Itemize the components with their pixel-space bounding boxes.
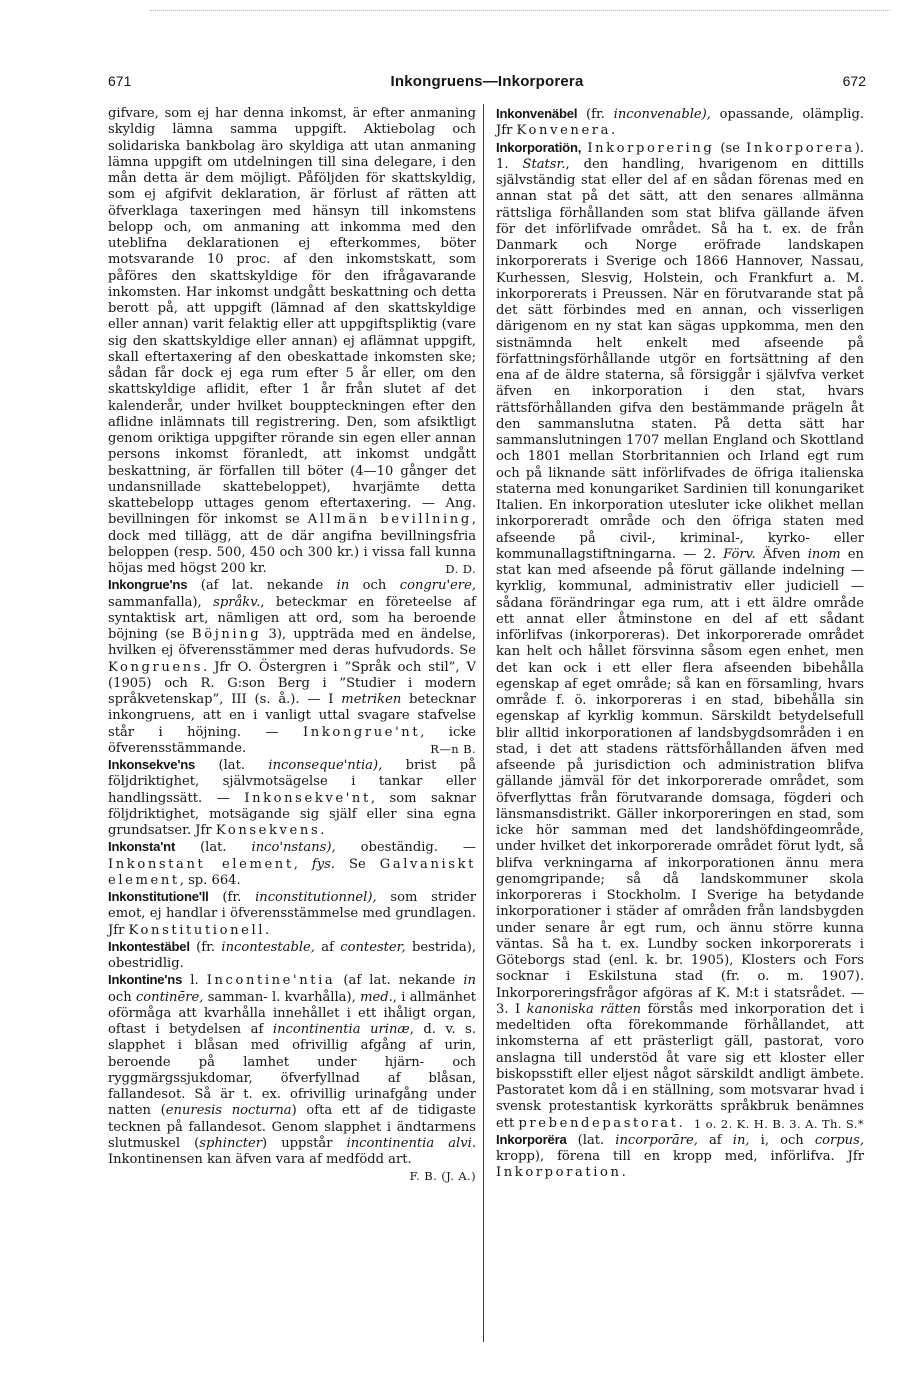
author-signature: 1 o. 2. K. H. B. 3. A. Th. S.* bbox=[693, 1116, 864, 1131]
italic-term: congru'ere, bbox=[399, 578, 476, 594]
italic-term: metriken bbox=[341, 692, 402, 707]
italic-term: in bbox=[463, 973, 476, 989]
entry-text: , som saknar följdriktighet, motsägande sig själf eller sina egna grundsatser. Jfr bbox=[108, 790, 476, 838]
entry-text: . bbox=[678, 1115, 683, 1131]
cross-reference: Kongruens bbox=[108, 659, 204, 675]
top-dotted-rule bbox=[150, 10, 890, 11]
headword: Inkontine'ns bbox=[108, 972, 183, 988]
entry-text: , sp. 664. bbox=[179, 872, 241, 888]
headword: Inkonstitutione'll bbox=[108, 889, 209, 904]
entry-text: , bbox=[293, 856, 312, 872]
author-signature: F. B. (J. A.) bbox=[409, 1169, 476, 1184]
entry-text: (lat. bbox=[175, 840, 252, 856]
column-divider bbox=[483, 104, 484, 1342]
entry-inkontestabel bbox=[108, 939, 476, 973]
entry-text: af bbox=[697, 1132, 733, 1148]
entry-text: . bbox=[611, 123, 616, 139]
entry-inkorporation bbox=[496, 140, 864, 1132]
entry-text: ) ofta ett af de tidigaste tecknen på fallandesot. Genom slapphet i ändtarmens slutmuskel ( bbox=[108, 1103, 476, 1151]
entry-inkongruens bbox=[108, 577, 476, 757]
right-column bbox=[496, 106, 864, 1182]
entry-text: ). 1. bbox=[496, 140, 864, 172]
entry-text: . Inkontinensen kan äfven vara af medfödd art. bbox=[108, 1135, 476, 1167]
headword: Inkontestäbel bbox=[108, 938, 190, 954]
left-column bbox=[108, 106, 476, 1185]
cross-reference: Böjning bbox=[191, 627, 262, 642]
entry-text: opassande, olämplig. Jfr bbox=[496, 107, 864, 139]
cross-reference: Incontine'ntia bbox=[206, 973, 336, 989]
italic-term: enuresis nocturna bbox=[165, 1103, 292, 1119]
italic-term: incontestable, bbox=[221, 939, 315, 955]
entry-text: , den handling, hvarigenom en dittills självständig stat eller del af en sådan förenas med en annan stat på det sätt, att den senares allmänna rättsliga förhållanden som stat blifva gällande äfven för det införlifvade området. Så ha t. ex. de från Danmark och Norge eröfrade landskapen inkorporerats i Sverige och 1866 Hannover, Nassau, Kurhessen, Slesvig, Holstein, och Frankfurt a. M. inkorporerats i Preussen. När en förutvarande stat på det sätt förbindes med en annan, och visserligen därigenom en ny stat kan sägas uppkomma, men den sistnämnda helt enkelt med afseende på författningsförhållande utgör en fortsättning af den ena af de äldre staterna, så försiggår i självfva verket äfven en inkorporation i den stat, hvars rättsförhållanden gifva den bestämmande prägeln åt den sammanslutna staten. På detta sätt har sammanslutningen 1707 mellan England och Skottland och 1801 mellan Storbritannien och Irland egt rum och på liknande sätt införlifvades de öfriga italienska staterna med konungariket Sardinien till konungariket Italien. En inkorporation utesluter icke olikhet mellan inkorporeradt område och den öfriga staten med afseende på civil-, kriminal-, kyrko- eller kommunallagstiftningarna. — 2. bbox=[496, 156, 864, 562]
italic-term: contester, bbox=[340, 939, 406, 955]
italic-term: in bbox=[336, 578, 350, 594]
italic-term: sphincter bbox=[199, 1135, 263, 1151]
italic-term: med. bbox=[360, 989, 393, 1005]
entry-text: en stat kan med afseende på förut gällande indelning — kyrklig, kommunal, administrativ eller judiciell — sådana förändringar ega rum, att i ett äldre område ett annat eller åtminstone en del af ett sådant införlifvas (inkorporeras). Det inkorporerade området kan helt och hållet försvinna såsom egen enhet, men det kan ock i ett eller flera afseenden bibehålla egenskap af eget område; så kan en församling, hvars område f. ö. inkorporeras i en stad, bibehålla sin egenskap af kyrklig kommun. Särskildt betydelsefull blir alltid inkorporationen af landsbygdsområden i en stad, i det att stadens rättsförhållanden äfven med afseende på jurisdiction och administration blifva gällande jämväl för det inkorporerade området, som öfverflyttas från förutvarande domsaga, fögderi och länsmansdistrikt. Gäller inkorporeringen en stad, som icke hör samman med det landshöfdingeområde, under hvilket det inkorporerade området förut lydt, så blifva verkningarna af inkorporationen ännu mera genomgripande; så då landskommuner skola inkorporeras i Stockholm. I Sverige ha betydande inkorporationer i städer af områden från landsbygden under senare år egt rum, och ännu större kunna väntas. Så ha t. ex. Lundby socken inkorporerats i Göteborgs stad (enl. k. br. 1905), Klosters och Fors socknar i Eskilstuna stad (fr. o. m. 1907). Inkorporeringsfrågor afgöras af K. M:t i statsrådet. — 3. I bbox=[496, 546, 864, 1017]
italic-term: Statsr. bbox=[522, 156, 566, 172]
entry-text: (af lat. nekande bbox=[187, 578, 337, 594]
page-number-right: 672 bbox=[842, 73, 866, 89]
entry-text: betecknar inkongruens, att en i vanligt uttal svagare stafvelse står i höjning. — bbox=[108, 692, 477, 740]
cross-reference: Konsekvens bbox=[215, 823, 321, 838]
entry-continuation bbox=[108, 106, 476, 577]
italic-term: corpus, bbox=[814, 1132, 864, 1148]
cross-reference: Konvenera bbox=[516, 123, 612, 139]
cross-reference: Konstitutionell bbox=[128, 922, 266, 938]
cross-reference: Allmän bevillning bbox=[307, 512, 472, 528]
italic-term: incontinentia urinæ bbox=[272, 1022, 410, 1037]
entry-text: (se bbox=[714, 140, 747, 156]
headword: Inkorporatiön, bbox=[496, 139, 582, 155]
entry-text: gifvare, som ej har denna inkomst, är efter anmaning skyldig lämna samma uppgift. Aktiebolag och solidariska bankbolag äro skyldiga att utan anmaning lämna uppgift om utdelningen till sina delegare, i den mån detta är dem möjligt. Påföljden för skattskyldig, som ej afgifvit deklaration, är förlust af rätten att öfverklaga taxeringen med hänsyn till inkomstens belopp och, om anmaning att inkomma med den uteblifna deklarationen ej efterkommes, böter motsvarande 10 proc. af den inkomstskatt, som påföres den skattskyldige för den ifrågavarande inkomsten. Har inkomst undgått beskattning och detta berott på, att uppgift (lämnad af den skattskyldige eller annan) varit felaktig eller att uppgiftspliktig (vare sig den skattskyldige eller annan) ej aflämnat uppgift, skall eftertaxering af den obeskattade inkomsten ske; sådan får dock ej ega rum efter 5 år eller, om den skattskyldige aflidit, efter 1 år från slutet af det kalenderår, under hvilket bouppteckningen efter den aflidne inlämnats till registrering. Den, som afsiktligt genom oriktiga uppgifter rörande sin egen eller annan persons inkomst föranledt, att inkomst undgått beskattning, är förfallen till böter (4—10 gånger det undansnillade skattebeloppet), hvarjämte detta skattebelopp uttages genom eftertaxering. — Ang. bevillningen för inkomst se bbox=[108, 106, 476, 528]
author-signature: R—n B. bbox=[430, 741, 476, 756]
page-header bbox=[108, 73, 866, 95]
headword: Inkonsta'nt bbox=[108, 839, 176, 855]
entry-text: Äfven bbox=[755, 546, 808, 562]
entry-text: sammanfalla), bbox=[108, 594, 214, 610]
italic-term: språkv. bbox=[213, 594, 261, 610]
cross-reference: Inkorporera bbox=[746, 140, 855, 156]
entry-inkonsekvens bbox=[108, 757, 476, 839]
italic-term: fys. bbox=[311, 856, 336, 872]
entry-text: förstås med inkorporation det i medeltiden ofta förekommande förhållandet, att inkomsterna af ett prästerligt gäll, pastorat, voro anslagna till understöd åt vare sig ett kloster eller biskopsstift eller eljest något särskildt andligt ämbete. Pastoratet kom då i en ställning, som motsvarar hvad i svensk protestantisk kyrkorätts språkbruk benämnes ett bbox=[496, 1001, 864, 1131]
entry-text: ) uppstår bbox=[262, 1135, 347, 1151]
entry-text: . bbox=[320, 823, 325, 838]
headword: Inkongrue'ns bbox=[108, 577, 188, 593]
entry-text: l. bbox=[182, 973, 207, 989]
italic-term: kanoniska rätten bbox=[526, 1001, 642, 1017]
entry-text: . bbox=[621, 1165, 626, 1181]
cross-reference: Inkorporering bbox=[587, 140, 715, 156]
italic-term: continēre, bbox=[135, 989, 204, 1005]
entry-text: , icke öfverensstämmande. bbox=[108, 724, 476, 756]
entry-text: (lat. bbox=[566, 1132, 616, 1148]
italic-term: incorporāre, bbox=[615, 1132, 698, 1148]
entry-text: (af lat. nekande bbox=[335, 973, 464, 989]
entry-text: 3), uppträda med en ändelse, hvilken ej öfverensstämmer med deras hufvudords. Se bbox=[108, 627, 476, 659]
entry-text: Se bbox=[335, 856, 380, 872]
italic-term: inconstitutionnel), bbox=[255, 890, 377, 905]
entry-text: (fr. bbox=[208, 890, 256, 905]
entry-inkonvenabel bbox=[496, 106, 864, 140]
entry-text: af bbox=[314, 939, 341, 955]
entry-text: och bbox=[108, 989, 136, 1005]
entry-text: bestrida), obestridlig. bbox=[108, 939, 476, 971]
entry-text: (fr. bbox=[577, 107, 614, 122]
cross-reference: Inkorporation bbox=[496, 1165, 622, 1181]
entry-text: (lat. bbox=[195, 758, 269, 773]
running-head: Inkongruens—Inkorporera bbox=[390, 73, 584, 90]
entry-inkonstitutionell bbox=[108, 889, 476, 939]
entry-text: i, och bbox=[749, 1132, 815, 1148]
entry-text: obeständig. — bbox=[335, 840, 476, 856]
italic-term: inco'nstans), bbox=[251, 840, 336, 856]
headword: Inkonsekve'ns bbox=[108, 757, 196, 772]
italic-term: inom bbox=[807, 546, 841, 562]
headword: Inkonvenäbel bbox=[496, 106, 578, 121]
entry-text: , dock med tillägg, att de där angifna bevillningsfria beloppen (resp. 500, 450 och 300 kr.) i vissa fall kunna höjas med högst 200 kr. bbox=[108, 512, 476, 576]
headword: Inkorporëra bbox=[496, 1131, 567, 1147]
entry-text: , i allmänhet oförmåga att kvarhålla innehållet i ett ihåligt organ, oftast i betydelsen af bbox=[108, 989, 477, 1037]
entry-inkonstant bbox=[108, 839, 476, 889]
page-number-left: 671 bbox=[108, 73, 132, 89]
entry-text: , d. v. s. slapphet i blåsan med ofrivillig afgång af urin, beroende på lamhet under hjärn- och ryggmärgssjukdomar, öfverfyllnad af blåsan, fallandesot. Så är t. ex. ofrivillig urinafgång under natten ( bbox=[108, 1022, 476, 1119]
entry-text: (fr. bbox=[189, 939, 222, 955]
italic-term: inconseque'ntia), bbox=[268, 758, 383, 773]
entry-text: . bbox=[265, 922, 270, 938]
entry-text: , beteckmar en företeelse af syntaktisk art, nämligen att ord, som ha beroende böjning (se bbox=[108, 594, 476, 642]
cross-reference: Galvaniskt element bbox=[108, 856, 476, 888]
entry-inkontinens bbox=[108, 972, 477, 1184]
italic-term: inconvenable), bbox=[613, 107, 711, 122]
entry-text: . Jfr O. Östergren i ”Språk och stil”, V (1905) och R. G:son Berg i ”Studier i modern språkvetenskap”, III (s. å.). — I bbox=[108, 659, 476, 707]
italic-term: in, bbox=[732, 1132, 750, 1148]
entry-text: kropp), förena till en kropp med, införlifva. Jfr bbox=[496, 1149, 864, 1164]
cross-reference: prebendepastorat bbox=[518, 1115, 679, 1131]
cross-reference: Inkonsekve'nt bbox=[244, 790, 371, 806]
entry-text: brist på följdriktighet, självmotsägelse i tankar eller handlingssätt. — bbox=[108, 758, 476, 806]
entry-inkorporera bbox=[496, 1132, 864, 1182]
entry-text: och bbox=[349, 578, 400, 594]
entry-text: som strider emot, ej handlar i öfverensstämmelse med grundlagen. Jfr bbox=[108, 890, 476, 938]
cross-reference: Inkongrue'nt bbox=[303, 724, 421, 740]
entry-text: samman- l. kvarhålla), bbox=[203, 989, 361, 1005]
italic-term: Förv. bbox=[723, 546, 756, 562]
author-signature: D. D. bbox=[445, 562, 476, 576]
cross-reference: Inkonstant element bbox=[108, 856, 294, 872]
italic-term: incontinentia alvi bbox=[346, 1135, 472, 1151]
